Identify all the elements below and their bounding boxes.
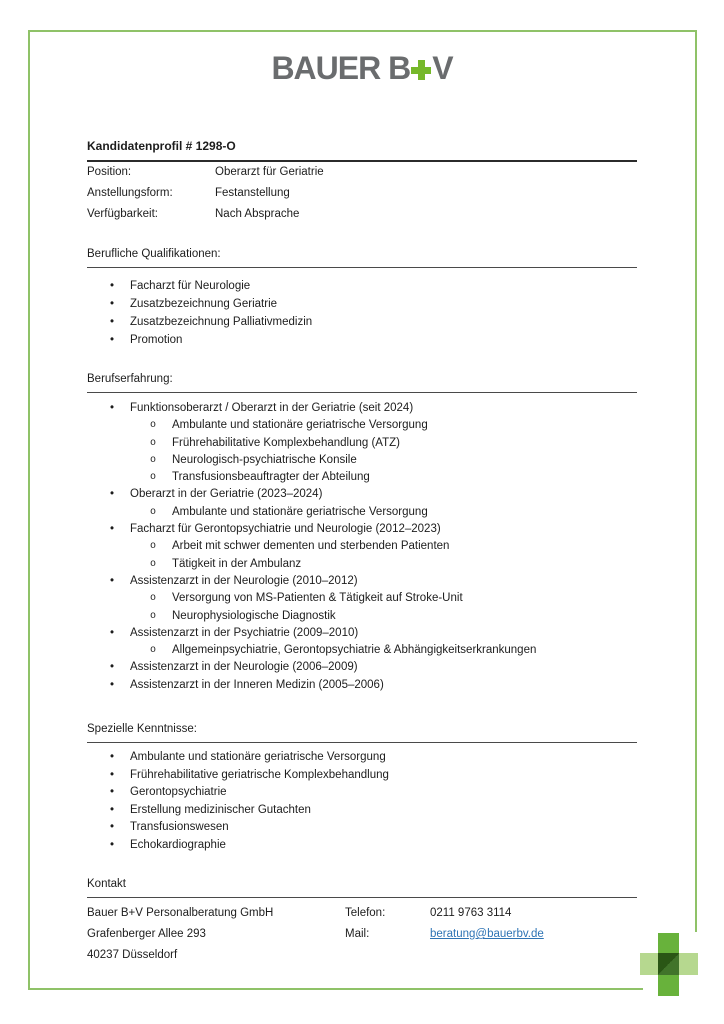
skills-list [87, 749, 637, 855]
frame-border-left [28, 30, 30, 990]
experience-subitem: o Transfusionsbeauftragter der Abteilung [87, 469, 637, 486]
corner-cross-icon [658, 953, 679, 975]
experience-subitem: o Frührehabilitative Komplexbehandlung (ATZ) [87, 435, 637, 452]
experience-subitem: o Ambulante und stationäre geriatrische Versorgung [87, 504, 637, 521]
field-position [87, 162, 637, 183]
experience-subitem: o Arbeit mit schwer dementen und sterbenden Patienten [87, 538, 637, 555]
frame-border-bottom [28, 988, 643, 990]
mail-link[interactable]: beratung@bauerbv.de [430, 928, 544, 940]
contact-phone-row [345, 903, 637, 924]
field-value: Festanstellung [215, 187, 290, 199]
field-label: Anstellungsform: [87, 187, 173, 199]
experience-item: • Assistenzarzt in der Psychiatrie (2009–2010) [87, 625, 637, 642]
qualification-item: • Facharzt für Neurologie [87, 277, 637, 295]
company-logo [0, 50, 724, 87]
skill-item: • Echokardiographie [87, 837, 637, 855]
skill-item: • Frührehabilitative geriatrische Komplexbehandlung [87, 767, 637, 785]
qualification-item: • Promotion [87, 331, 637, 349]
experience-subitem: o Allgemeinpsychiatrie, Gerontopsychiatrie & Abhängigkeitserkrankungen [87, 642, 637, 659]
skill-item: • Erstellung medizinischer Gutachten [87, 802, 637, 820]
profile-fields [87, 162, 637, 225]
contact-mail-row [345, 924, 637, 945]
field-employment-type [87, 183, 637, 204]
qualification-item: • Zusatzbezeichnung Palliativmedizin [87, 313, 637, 331]
experience-item: • Assistenzarzt in der Neurologie (2010–2012) [87, 573, 637, 590]
field-availability [87, 204, 637, 225]
experience-subitem: o Tätigkeit in der Ambulanz [87, 556, 637, 573]
experience-list [87, 400, 637, 694]
logo-text-right: V [432, 50, 453, 86]
frame-border-top [28, 30, 697, 32]
contact-company: Bauer B+V Personalberatung GmbH [87, 907, 274, 919]
contact-street: Grafenberger Allee 293 [87, 928, 206, 940]
experience-item: • Oberarzt in der Geriatrie (2023–2024) [87, 486, 637, 503]
frame-border-right [695, 30, 697, 932]
qualifications-list [87, 277, 637, 349]
field-label: Position: [87, 166, 132, 178]
field-label: Verfügbarkeit: [87, 208, 158, 220]
mail-label: Mail: [345, 928, 370, 940]
logo-text-left: BAUER B [271, 50, 411, 86]
experience-subitem: o Versorgung von MS-Patienten & Tätigkeit auf Stroke-Unit [87, 590, 637, 607]
experience-item: • Assistenzarzt in der Inneren Medizin (2005–2006) [87, 677, 637, 694]
experience-item: • Funktionsoberarzt / Oberarzt in der Geriatrie (seit 2024) [87, 400, 637, 417]
experience-subitem: o Neurophysiologische Diagnostik [87, 608, 637, 625]
experience-item: • Facharzt für Gerontopsychiatrie und Neurologie (2012–2023) [87, 521, 637, 538]
section-heading-skills: Spezielle Kenntnisse: [87, 722, 637, 743]
experience-subitem: o Neurologisch-psychiatrische Konsile [87, 452, 637, 469]
phone-label: Telefon: [345, 907, 386, 919]
qualification-item: • Zusatzbezeichnung Geriatrie [87, 295, 637, 313]
field-value: Nach Absprache [215, 208, 300, 220]
section-heading-qualifications: Berufliche Qualifikationen: [87, 247, 637, 268]
logo-plus-icon [411, 60, 431, 80]
experience-subitem: o Ambulante und stationäre geriatrische Versorgung [87, 417, 637, 434]
skill-item: • Transfusionswesen [87, 819, 637, 837]
document-title: Kandidatenprofil # 1298-O [87, 139, 637, 162]
contact-details-block [345, 903, 637, 945]
field-value: Oberarzt für Geriatrie [215, 166, 324, 178]
experience-item: • Assistenzarzt in der Neurologie (2006–2009) [87, 659, 637, 676]
skill-item: • Ambulante und stationäre geriatrische Versorgung [87, 749, 637, 767]
contact-city: 40237 Düsseldorf [87, 949, 178, 961]
section-heading-contact: Kontakt [87, 877, 637, 898]
phone-value: 0211 9763 3114 [430, 907, 512, 919]
section-heading-experience: Berufserfahrung: [87, 372, 637, 393]
skill-item: • Gerontopsychiatrie [87, 784, 637, 802]
